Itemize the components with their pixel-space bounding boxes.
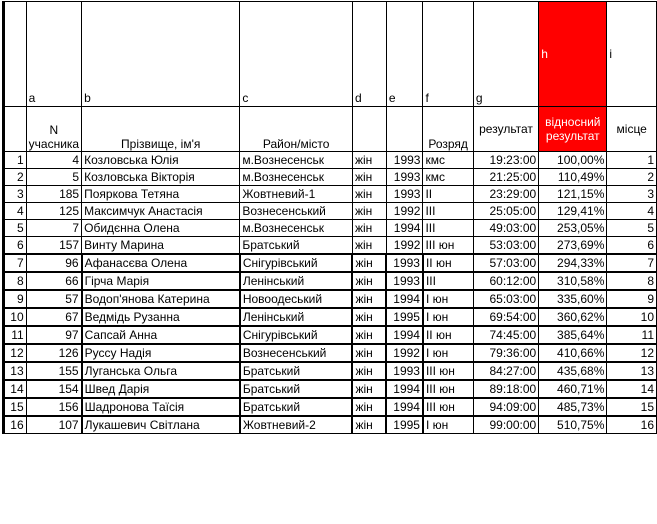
- table-row: [4, 272, 657, 290]
- year-cell[interactable]: 1993: [386, 362, 423, 380]
- district-cell[interactable]: м.Вознесенськ: [240, 220, 353, 237]
- rank-cell[interactable]: ІІІ юн: [423, 362, 473, 380]
- rank-cell[interactable]: І юн: [423, 290, 473, 308]
- header-year[interactable]: [386, 107, 423, 152]
- participant-number-cell[interactable]: 155: [26, 362, 81, 380]
- district-cell[interactable]: Снігурівський: [240, 254, 353, 272]
- year-cell[interactable]: 1995: [386, 308, 423, 326]
- rank-cell[interactable]: ІІІ юн: [423, 398, 473, 416]
- place-cell[interactable]: 12: [607, 344, 657, 362]
- participant-number-cell[interactable]: 7: [26, 220, 81, 237]
- name-cell[interactable]: Винту Марина: [82, 237, 240, 255]
- year-cell[interactable]: 1994: [386, 290, 423, 308]
- participant-number-cell[interactable]: 185: [26, 186, 81, 203]
- district-cell[interactable]: Ленінський: [240, 308, 353, 326]
- participant-number-cell[interactable]: 96: [26, 254, 81, 272]
- relative-result-cell[interactable]: 410,66%: [539, 344, 607, 362]
- rank-cell[interactable]: кмс: [423, 169, 473, 186]
- place-cell[interactable]: 13: [607, 362, 657, 380]
- header-name[interactable]: Прізвище, ім'я: [82, 107, 240, 152]
- col-letter-g[interactable]: g: [473, 2, 538, 107]
- name-cell[interactable]: Сапсай Анна: [82, 326, 240, 344]
- result-cell[interactable]: 65:03:00: [473, 290, 538, 308]
- rank-cell[interactable]: кмс: [423, 152, 473, 169]
- row-number[interactable]: 1: [4, 152, 27, 169]
- col-letter-d[interactable]: d: [352, 2, 386, 107]
- row-number[interactable]: 11: [4, 326, 27, 344]
- result-cell[interactable]: 74:45:00: [473, 326, 538, 344]
- column-letter-row: [4, 2, 657, 107]
- table-row: [4, 398, 657, 416]
- row-number[interactable]: 16: [4, 416, 27, 434]
- rank-cell[interactable]: ІІ юн: [423, 326, 473, 344]
- name-cell[interactable]: Козловська Вікторія: [82, 169, 240, 186]
- table-row: [4, 326, 657, 344]
- name-cell[interactable]: Обидєнна Олена: [82, 220, 240, 237]
- sex-cell[interactable]: жін: [352, 254, 386, 272]
- name-cell[interactable]: Гірча Марія: [82, 272, 240, 290]
- row-number[interactable]: 5: [4, 220, 27, 237]
- district-cell[interactable]: Братський: [240, 362, 353, 380]
- name-cell[interactable]: Лукашевич Світлана: [82, 416, 240, 434]
- result-cell[interactable]: 23:29:00: [473, 186, 538, 203]
- row-number[interactable]: 12: [4, 344, 27, 362]
- result-cell[interactable]: 94:09:00: [473, 398, 538, 416]
- header-participant-number[interactable]: N учасника: [26, 107, 81, 152]
- result-cell[interactable]: 21:25:00: [473, 169, 538, 186]
- name-cell[interactable]: Швед Дарія: [82, 380, 240, 398]
- row-number[interactable]: 8: [4, 272, 27, 290]
- place-cell[interactable]: 2: [607, 169, 657, 186]
- col-letter-i[interactable]: i: [607, 2, 657, 107]
- table-row: [4, 254, 657, 272]
- participant-number-cell[interactable]: 67: [26, 308, 81, 326]
- result-cell[interactable]: 49:03:00: [473, 220, 538, 237]
- table-row: [4, 203, 657, 220]
- rank-cell[interactable]: ІІІ: [423, 272, 473, 290]
- district-cell[interactable]: м.Вознесенськ: [240, 152, 353, 169]
- results-table: [2, 1, 657, 434]
- place-cell[interactable]: 3: [607, 186, 657, 203]
- sex-cell[interactable]: жін: [352, 203, 386, 220]
- rank-cell[interactable]: І юн: [423, 416, 473, 434]
- rank-cell[interactable]: ІІІ: [423, 203, 473, 220]
- name-cell[interactable]: Луганська Ольга: [82, 362, 240, 380]
- relative-result-cell[interactable]: 121,15%: [539, 186, 607, 203]
- year-cell[interactable]: 1993: [386, 254, 423, 272]
- table-row: [4, 237, 657, 255]
- col-letter-f[interactable]: f: [423, 2, 473, 107]
- year-cell[interactable]: 1995: [386, 416, 423, 434]
- year-cell[interactable]: 1992: [386, 237, 423, 255]
- year-cell[interactable]: 1994: [386, 380, 423, 398]
- relative-result-cell[interactable]: 129,41%: [539, 203, 607, 220]
- row-number[interactable]: 3: [4, 186, 27, 203]
- result-cell[interactable]: 25:05:00: [473, 203, 538, 220]
- relative-result-cell[interactable]: 510,75%: [539, 416, 607, 434]
- place-cell[interactable]: 1: [607, 152, 657, 169]
- header-place[interactable]: місце: [607, 107, 657, 152]
- year-cell[interactable]: 1994: [386, 326, 423, 344]
- name-cell[interactable]: Пояркова Тетяна: [82, 186, 240, 203]
- result-cell[interactable]: 57:03:00: [473, 254, 538, 272]
- place-cell[interactable]: 10: [607, 308, 657, 326]
- place-cell[interactable]: 11: [607, 326, 657, 344]
- place-cell[interactable]: 16: [607, 416, 657, 434]
- sex-cell[interactable]: жін: [352, 220, 386, 237]
- relative-result-cell[interactable]: 485,73%: [539, 398, 607, 416]
- table-row: [4, 220, 657, 237]
- row-number[interactable]: 4: [4, 203, 27, 220]
- rank-cell[interactable]: ІІ юн: [423, 254, 473, 272]
- participant-number-cell[interactable]: 4: [26, 152, 81, 169]
- year-cell[interactable]: 1993: [386, 152, 423, 169]
- sex-cell[interactable]: жін: [352, 380, 386, 398]
- participant-number-cell[interactable]: 5: [26, 169, 81, 186]
- col-letter-b[interactable]: b: [82, 2, 240, 107]
- sex-cell[interactable]: жін: [352, 237, 386, 255]
- col-letter-a[interactable]: a: [26, 2, 81, 107]
- place-cell[interactable]: 8: [607, 272, 657, 290]
- district-cell[interactable]: Новоодеський: [240, 290, 353, 308]
- district-cell[interactable]: Вознесенський: [240, 344, 353, 362]
- table-row: [4, 308, 657, 326]
- place-cell[interactable]: 6: [607, 237, 657, 255]
- sex-cell[interactable]: жін: [352, 169, 386, 186]
- row-number[interactable]: 9: [4, 290, 27, 308]
- participant-number-cell[interactable]: 57: [26, 290, 81, 308]
- sex-cell[interactable]: жін: [352, 362, 386, 380]
- col-letter-h[interactable]: h: [539, 2, 607, 107]
- rank-cell[interactable]: І юн: [423, 308, 473, 326]
- sex-cell[interactable]: жін: [352, 290, 386, 308]
- year-cell[interactable]: 1993: [386, 186, 423, 203]
- table-row: [4, 290, 657, 308]
- table-row: [4, 186, 657, 203]
- sex-cell[interactable]: жін: [352, 308, 386, 326]
- district-cell[interactable]: Жовтневий-1: [240, 186, 353, 203]
- header-rank[interactable]: Розряд: [423, 107, 473, 152]
- place-cell[interactable]: 7: [607, 254, 657, 272]
- relative-result-cell[interactable]: 335,60%: [539, 290, 607, 308]
- sex-cell[interactable]: жін: [352, 398, 386, 416]
- participant-number-cell[interactable]: 125: [26, 203, 81, 220]
- relative-result-cell[interactable]: 385,64%: [539, 326, 607, 344]
- table-row: [4, 152, 657, 169]
- sex-cell[interactable]: жін: [352, 344, 386, 362]
- row-head-blank: [4, 107, 27, 152]
- sex-cell[interactable]: жін: [352, 152, 386, 169]
- district-cell[interactable]: Братський: [240, 237, 353, 255]
- district-cell[interactable]: Ленінський: [240, 272, 353, 290]
- name-cell[interactable]: Ведмідь Рузанна: [82, 308, 240, 326]
- participant-number-cell[interactable]: 126: [26, 344, 81, 362]
- result-cell[interactable]: 60:12:00: [473, 272, 538, 290]
- district-cell[interactable]: Вознесенський: [240, 203, 353, 220]
- table-row: [4, 169, 657, 186]
- relative-result-cell[interactable]: 273,69%: [539, 237, 607, 255]
- col-letter-e[interactable]: e: [386, 2, 423, 107]
- header-row: [4, 107, 657, 152]
- spreadsheet: [2, 1, 657, 434]
- name-cell[interactable]: Афанасєва Олена: [82, 254, 240, 272]
- rank-cell[interactable]: І юн: [423, 344, 473, 362]
- relative-result-cell[interactable]: 294,33%: [539, 254, 607, 272]
- table-row: [4, 362, 657, 380]
- row-number[interactable]: 15: [4, 398, 27, 416]
- sex-cell[interactable]: жін: [352, 416, 386, 434]
- relative-result-cell[interactable]: 360,62%: [539, 308, 607, 326]
- result-cell[interactable]: 53:03:00: [473, 237, 538, 255]
- col-letter-c[interactable]: c: [240, 2, 353, 107]
- participant-number-cell[interactable]: 154: [26, 380, 81, 398]
- participant-number-cell[interactable]: 156: [26, 398, 81, 416]
- name-cell[interactable]: Шадронова Таїсія: [82, 398, 240, 416]
- participant-number-cell[interactable]: 107: [26, 416, 81, 434]
- name-cell[interactable]: Максимчук Анастасія: [82, 203, 240, 220]
- table-row: [4, 380, 657, 398]
- district-cell[interactable]: м.Вознесенськ: [240, 169, 353, 186]
- data-rows: [4, 152, 657, 434]
- result-cell[interactable]: 19:23:00: [473, 152, 538, 169]
- relative-result-cell[interactable]: 435,68%: [539, 362, 607, 380]
- relative-result-cell[interactable]: 100,00%: [539, 152, 607, 169]
- participant-number-cell[interactable]: 157: [26, 237, 81, 255]
- year-cell[interactable]: 1994: [386, 220, 423, 237]
- sex-cell[interactable]: жін: [352, 186, 386, 203]
- year-cell[interactable]: 1992: [386, 203, 423, 220]
- year-cell[interactable]: 1993: [386, 169, 423, 186]
- place-cell[interactable]: 4: [607, 203, 657, 220]
- result-cell[interactable]: 99:00:00: [473, 416, 538, 434]
- year-cell[interactable]: 1993: [386, 272, 423, 290]
- relative-result-cell[interactable]: 253,05%: [539, 220, 607, 237]
- row-number[interactable]: 13: [4, 362, 27, 380]
- header-district[interactable]: Район/місто: [240, 107, 353, 152]
- table-row: [4, 344, 657, 362]
- participant-number-cell[interactable]: 66: [26, 272, 81, 290]
- district-cell[interactable]: Снігурівський: [240, 326, 353, 344]
- sex-cell[interactable]: жін: [352, 326, 386, 344]
- place-cell[interactable]: 9: [607, 290, 657, 308]
- header-sex[interactable]: [352, 107, 386, 152]
- place-cell[interactable]: 5: [607, 220, 657, 237]
- header-relative-result[interactable]: відносний результат: [539, 107, 607, 152]
- name-cell[interactable]: Водоп'янова Катерина: [82, 290, 240, 308]
- year-cell[interactable]: 1992: [386, 344, 423, 362]
- relative-result-cell[interactable]: 110,49%: [539, 169, 607, 186]
- participant-number-cell[interactable]: 97: [26, 326, 81, 344]
- place-cell[interactable]: 15: [607, 398, 657, 416]
- row-number[interactable]: 10: [4, 308, 27, 326]
- rank-cell[interactable]: ІІ: [423, 186, 473, 203]
- rank-cell[interactable]: ІІІ юн: [423, 237, 473, 255]
- place-cell[interactable]: 14: [607, 380, 657, 398]
- result-cell[interactable]: 89:18:00: [473, 380, 538, 398]
- district-cell[interactable]: Жовтневий-2: [240, 416, 353, 434]
- row-number[interactable]: 6: [4, 237, 27, 255]
- header-result[interactable]: результат: [473, 107, 538, 152]
- result-cell[interactable]: 84:27:00: [473, 362, 538, 380]
- sex-cell[interactable]: жін: [352, 272, 386, 290]
- result-cell[interactable]: 79:36:00: [473, 344, 538, 362]
- relative-result-cell[interactable]: 310,58%: [539, 272, 607, 290]
- row-number[interactable]: 7: [4, 254, 27, 272]
- name-cell[interactable]: Козловська Юлія: [82, 152, 240, 169]
- row-number[interactable]: 14: [4, 380, 27, 398]
- result-cell[interactable]: 69:54:00: [473, 308, 538, 326]
- corner-cell: [4, 2, 27, 107]
- year-cell[interactable]: 1994: [386, 398, 423, 416]
- name-cell[interactable]: Руссу Надія: [82, 344, 240, 362]
- relative-result-cell[interactable]: 460,71%: [539, 380, 607, 398]
- district-cell[interactable]: Братський: [240, 380, 353, 398]
- district-cell[interactable]: Братський: [240, 398, 353, 416]
- rank-cell[interactable]: ІІІ: [423, 220, 473, 237]
- row-number[interactable]: 2: [4, 169, 27, 186]
- rank-cell[interactable]: ІІІ юн: [423, 380, 473, 398]
- table-row: [4, 416, 657, 434]
